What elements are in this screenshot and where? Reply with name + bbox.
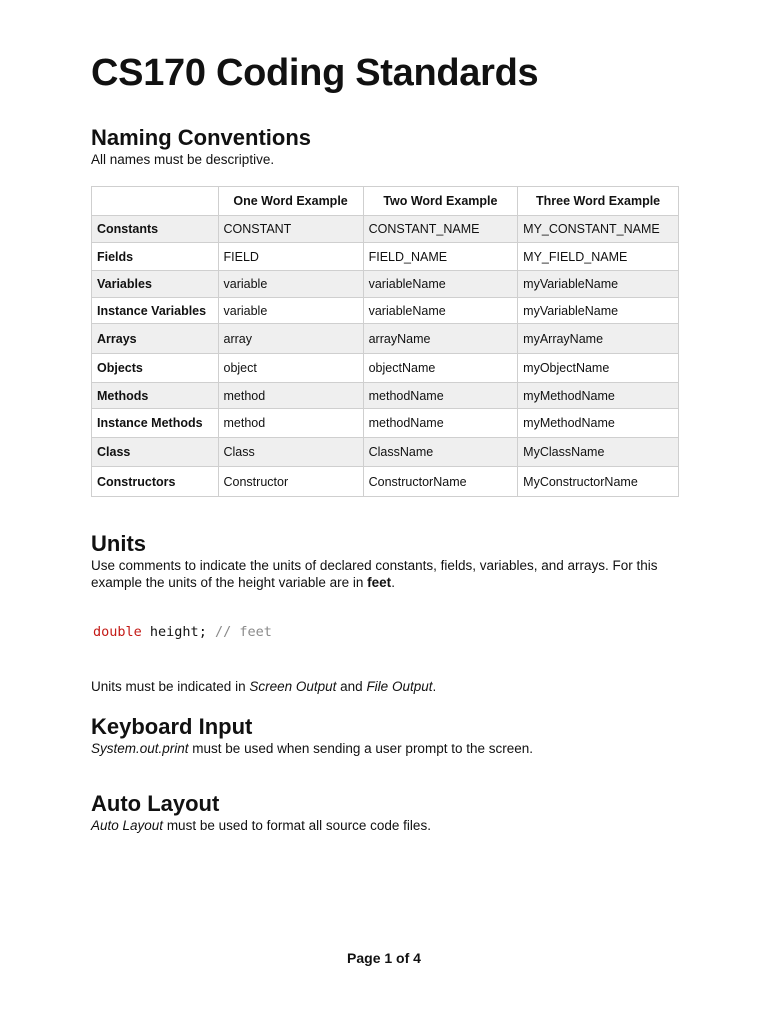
row-label: Constants bbox=[92, 216, 219, 243]
column-header bbox=[92, 187, 219, 216]
units-paragraph-bold: feet bbox=[367, 575, 392, 590]
table-row bbox=[92, 354, 679, 383]
autolayout-heading: Auto Layout bbox=[91, 791, 220, 816]
row-label: Class bbox=[92, 438, 219, 467]
naming-table bbox=[91, 186, 679, 497]
table-cell: array bbox=[218, 324, 363, 354]
table-header-row bbox=[92, 187, 679, 216]
table-cell: CONSTANT_NAME bbox=[363, 216, 518, 243]
table-row bbox=[92, 271, 679, 298]
units-note bbox=[91, 678, 681, 695]
table-cell: variableName bbox=[363, 298, 518, 324]
row-label: Instance Variables bbox=[92, 298, 219, 324]
page-number: Page 1 of 4 bbox=[347, 950, 421, 966]
units-note-text: Units must be indicated in bbox=[91, 679, 250, 694]
table-cell: variable bbox=[218, 298, 363, 324]
table-cell: MY_CONSTANT_NAME bbox=[518, 216, 679, 243]
row-label: Instance Methods bbox=[92, 409, 219, 438]
units-note-emphasis: File Output bbox=[366, 679, 433, 694]
table-cell: MyClassName bbox=[518, 438, 679, 467]
table-cell: myObjectName bbox=[518, 354, 679, 383]
table-cell: myVariableName bbox=[518, 271, 679, 298]
table-cell: myMethodName bbox=[518, 409, 679, 438]
table-cell: method bbox=[218, 409, 363, 438]
table-cell: MyConstructorName bbox=[518, 467, 679, 497]
row-label: Arrays bbox=[92, 324, 219, 354]
keyboard-section bbox=[91, 715, 681, 757]
autolayout-text: must be used to format all source code files. bbox=[163, 818, 431, 833]
table-cell: methodName bbox=[363, 383, 518, 409]
autolayout-section bbox=[91, 792, 681, 834]
table-cell: myVariableName bbox=[518, 298, 679, 324]
column-header: Three Word Example bbox=[518, 187, 679, 216]
autolayout-paragraph bbox=[91, 817, 681, 834]
table-row bbox=[92, 298, 679, 324]
table-cell: Class bbox=[218, 438, 363, 467]
document-title: CS170 Coding Standards bbox=[91, 52, 539, 94]
row-label: Variables bbox=[92, 271, 219, 298]
row-label: Fields bbox=[92, 243, 219, 271]
table-row bbox=[92, 467, 679, 497]
table-row bbox=[92, 383, 679, 409]
units-section bbox=[91, 532, 681, 591]
column-header: Two Word Example bbox=[363, 187, 518, 216]
units-heading: Units bbox=[91, 531, 146, 556]
naming-section bbox=[91, 126, 681, 168]
units-note-text: and bbox=[336, 679, 367, 694]
table-cell: ConstructorName bbox=[363, 467, 518, 497]
table-cell: FIELD_NAME bbox=[363, 243, 518, 271]
table-cell: arrayName bbox=[363, 324, 518, 354]
units-note-section bbox=[91, 678, 681, 695]
table-cell: variableName bbox=[363, 271, 518, 298]
table-cell: method bbox=[218, 383, 363, 409]
table-cell: ClassName bbox=[363, 438, 518, 467]
code-example bbox=[93, 624, 272, 640]
naming-intro: All names must be descriptive. bbox=[91, 152, 275, 167]
table-cell: Constructor bbox=[218, 467, 363, 497]
units-paragraph bbox=[91, 557, 681, 591]
table-row bbox=[92, 216, 679, 243]
code-identifier: height; bbox=[149, 624, 207, 640]
table-cell: myMethodName bbox=[518, 383, 679, 409]
units-paragraph-text: Use comments to indicate the units of declared constants, fields, variables, and arrays. For this example the units of the height variable are in bbox=[91, 558, 658, 590]
autolayout-emphasis: Auto Layout bbox=[91, 818, 164, 833]
table-cell: myArrayName bbox=[518, 324, 679, 354]
table-cell: FIELD bbox=[218, 243, 363, 271]
table-row bbox=[92, 243, 679, 271]
table-cell: variable bbox=[218, 271, 363, 298]
row-label: Constructors bbox=[92, 467, 219, 497]
table-row bbox=[92, 438, 679, 467]
row-label: Objects bbox=[92, 354, 219, 383]
table-cell: CONSTANT bbox=[218, 216, 363, 243]
keyboard-paragraph bbox=[91, 740, 681, 757]
naming-heading: Naming Conventions bbox=[91, 125, 312, 150]
table-cell: objectName bbox=[363, 354, 518, 383]
table-row bbox=[92, 324, 679, 354]
table-cell: object bbox=[218, 354, 363, 383]
table-row bbox=[92, 409, 679, 438]
table-cell: MY_FIELD_NAME bbox=[518, 243, 679, 271]
code-comment: // feet bbox=[214, 624, 272, 640]
keyboard-heading: Keyboard Input bbox=[91, 714, 253, 739]
keyboard-text: must be used when sending a user prompt to the screen. bbox=[188, 741, 533, 756]
code-keyword: double bbox=[93, 624, 142, 640]
row-label: Methods bbox=[92, 383, 219, 409]
keyboard-emphasis: System.out.print bbox=[91, 741, 189, 756]
units-note-emphasis: Screen Output bbox=[249, 679, 337, 694]
table-cell: methodName bbox=[363, 409, 518, 438]
units-paragraph-end: . bbox=[391, 575, 395, 590]
column-header: One Word Example bbox=[218, 187, 363, 216]
units-note-text: . bbox=[432, 679, 437, 694]
